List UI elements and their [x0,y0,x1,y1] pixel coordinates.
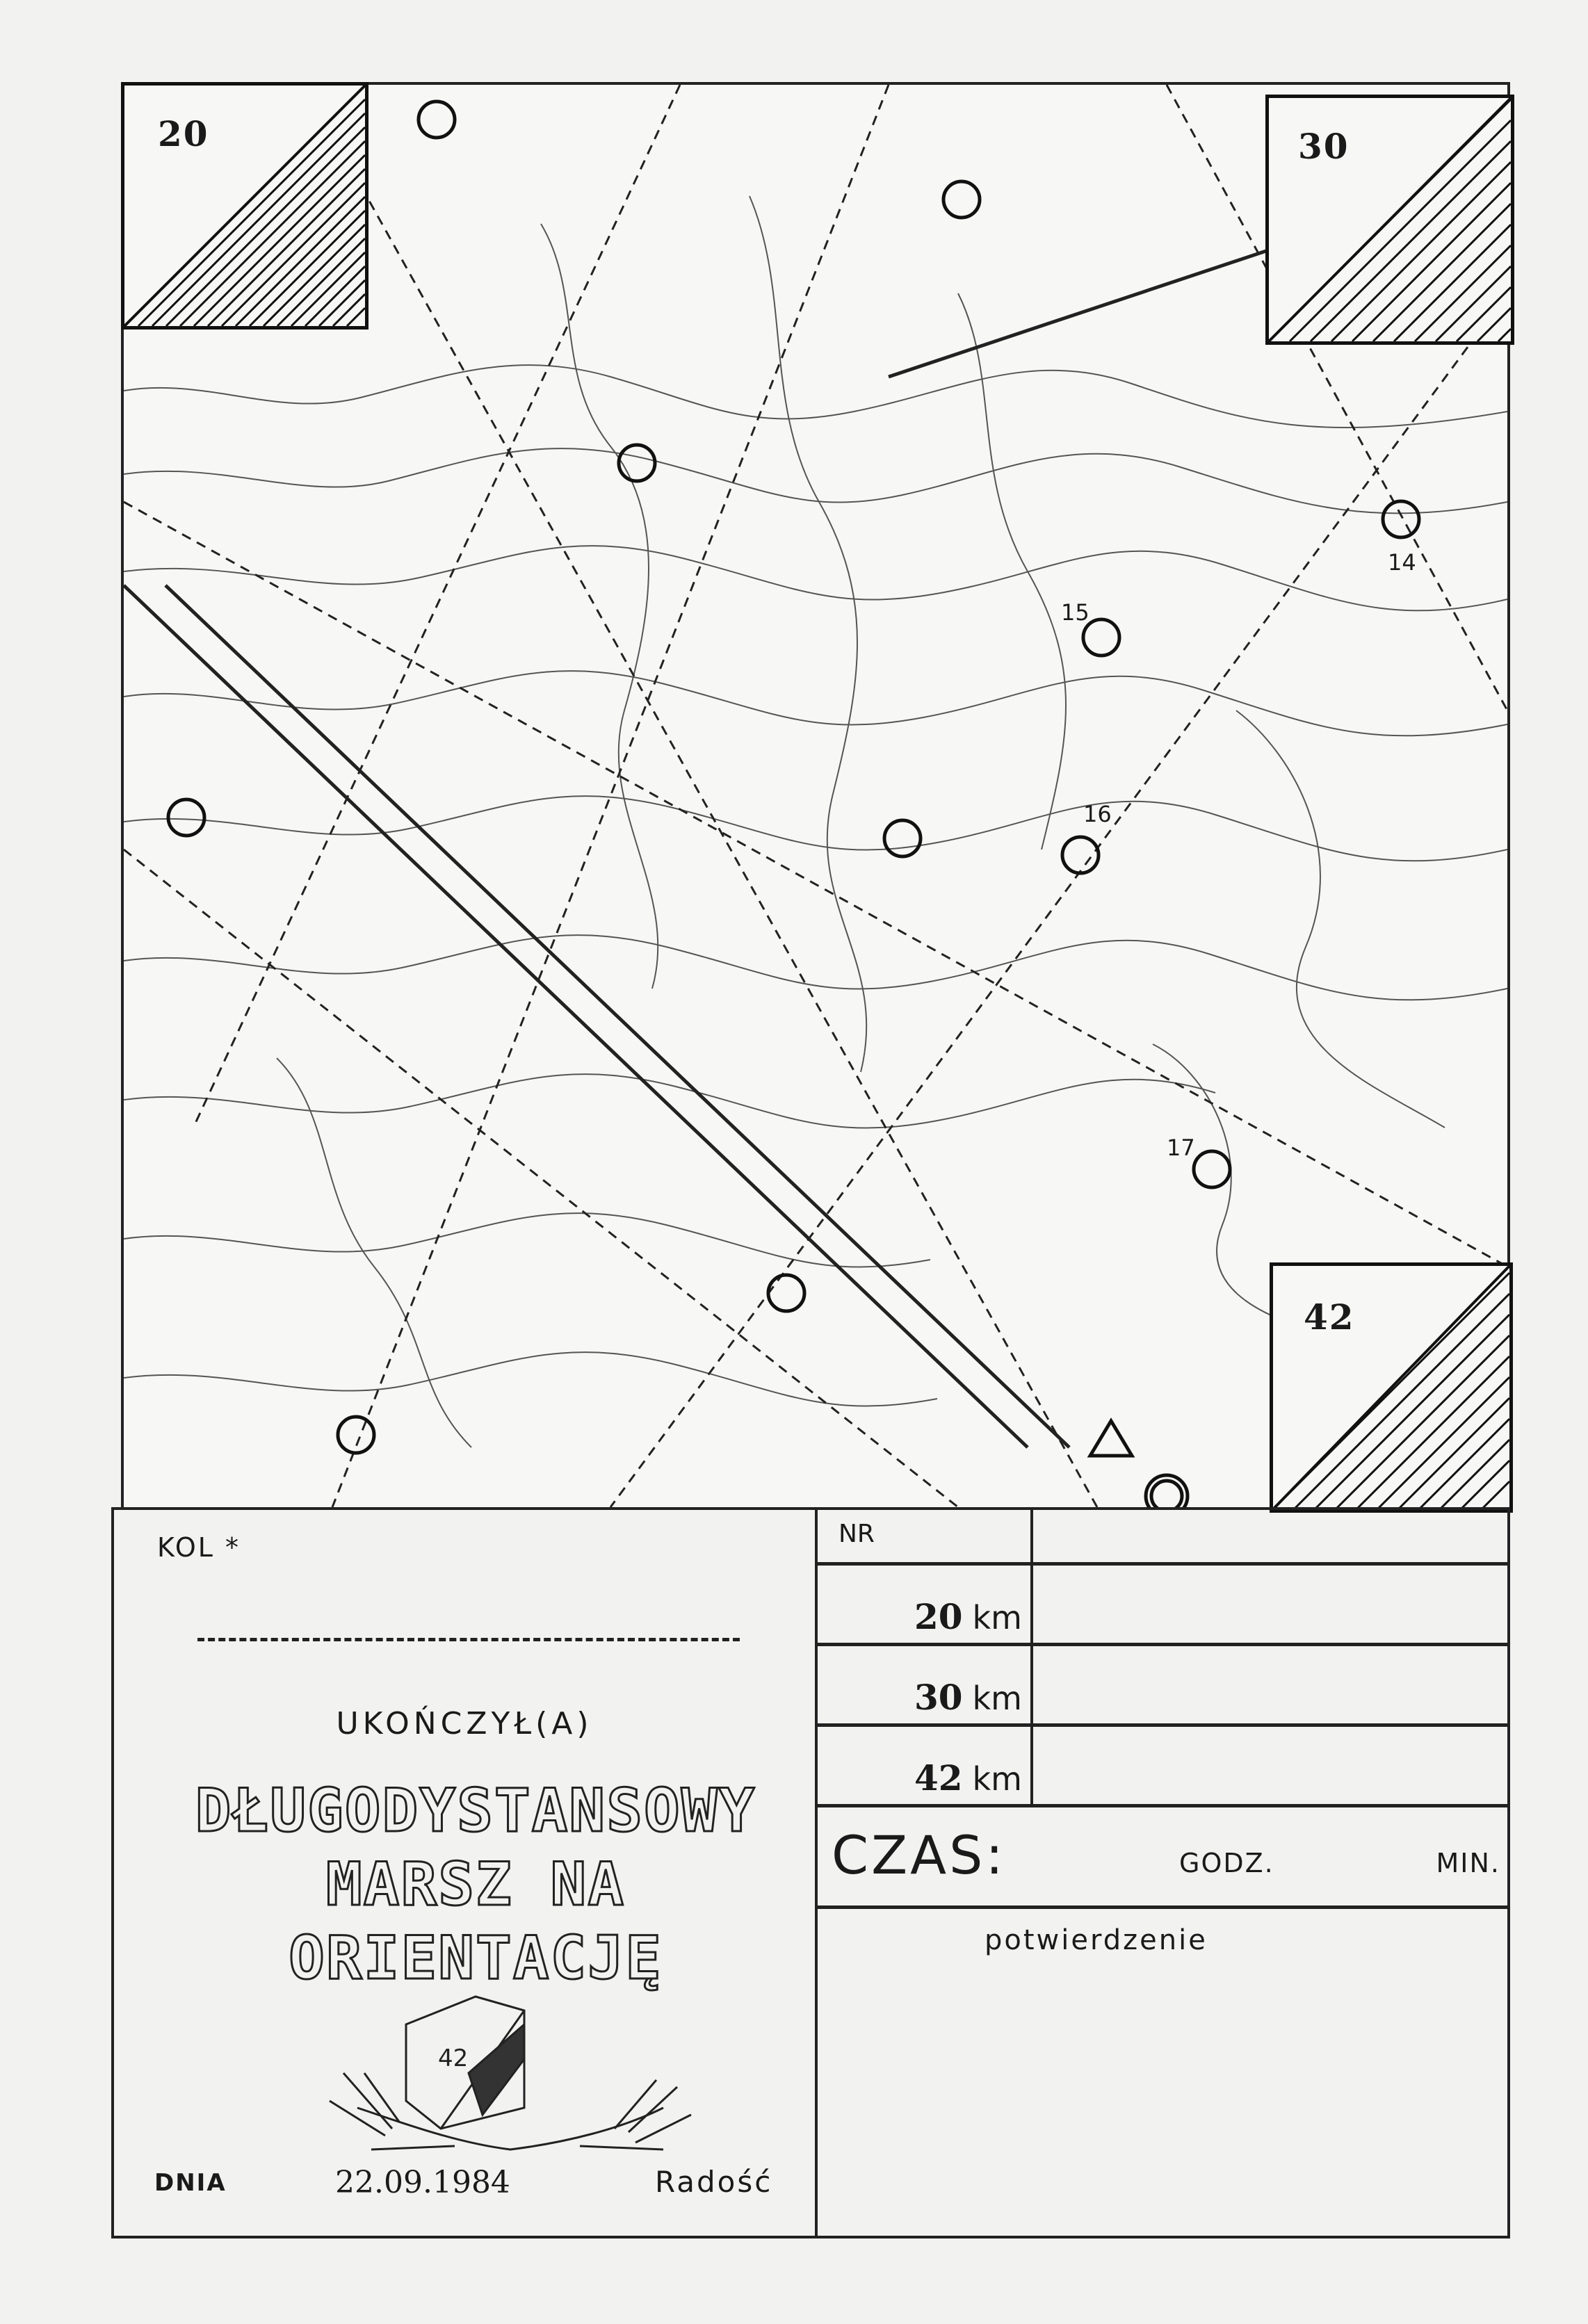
control-flag-emblem-icon [316,1983,705,2163]
emblem-number: 42 [438,2045,469,2072]
row-distance-30: 30 [914,1677,963,1718]
distance-box-30 [1265,95,1514,345]
control-label-15: 15 [1061,599,1089,626]
date-row [154,2165,794,2207]
event-emblem [316,1983,705,2166]
row-unit-30: km [972,1680,1022,1717]
place-value: Radość [655,2165,773,2199]
distance-42-label: 42 [1304,1297,1355,1338]
nr-row [818,1510,1507,1566]
distance-box-20 [121,82,368,330]
kol-label: KOL * [157,1532,241,1563]
time-row-20 [818,1566,1507,1646]
distance-30-label: 30 [1298,126,1350,167]
event-title-line-1: DŁUGODYSTANSOWY [195,1776,756,1846]
confirmation-label: potwierdzenie [985,1924,1208,1956]
time-row-30 [818,1646,1507,1727]
minutes-label: MIN. [1436,1848,1500,1878]
nr-label: NR [838,1520,875,1548]
times-table [818,1510,1507,2236]
event-title [156,1774,795,1995]
row-unit-20: km [972,1599,1022,1636]
hours-label: GODZ. [1179,1848,1274,1878]
time-label: CZAS: [832,1824,1006,1886]
control-label-17: 17 [1167,1135,1195,1161]
date-value: 22.09.1984 [335,2165,510,2200]
control-label-16: 16 [1083,801,1112,827]
date-label: DNIA [154,2169,227,2197]
row-distance-20: 20 [914,1596,963,1637]
distance-20-label: 20 [158,113,209,154]
row-unit-42: km [972,1760,1022,1798]
certificate-panel [114,1510,818,2236]
control-label-14: 14 [1388,549,1416,576]
time-row-42 [818,1727,1507,1807]
event-title-line-2: MARSZ NA ORIENTACJĘ [289,1850,663,1993]
row-distance-42: 42 [914,1757,963,1798]
results-card [111,1507,1510,2238]
distance-box-42 [1270,1262,1513,1513]
finished-label: UKOŃCZYŁ(A) [336,1706,593,1741]
name-entry-line [197,1638,740,1641]
total-time-row [818,1807,1507,1909]
